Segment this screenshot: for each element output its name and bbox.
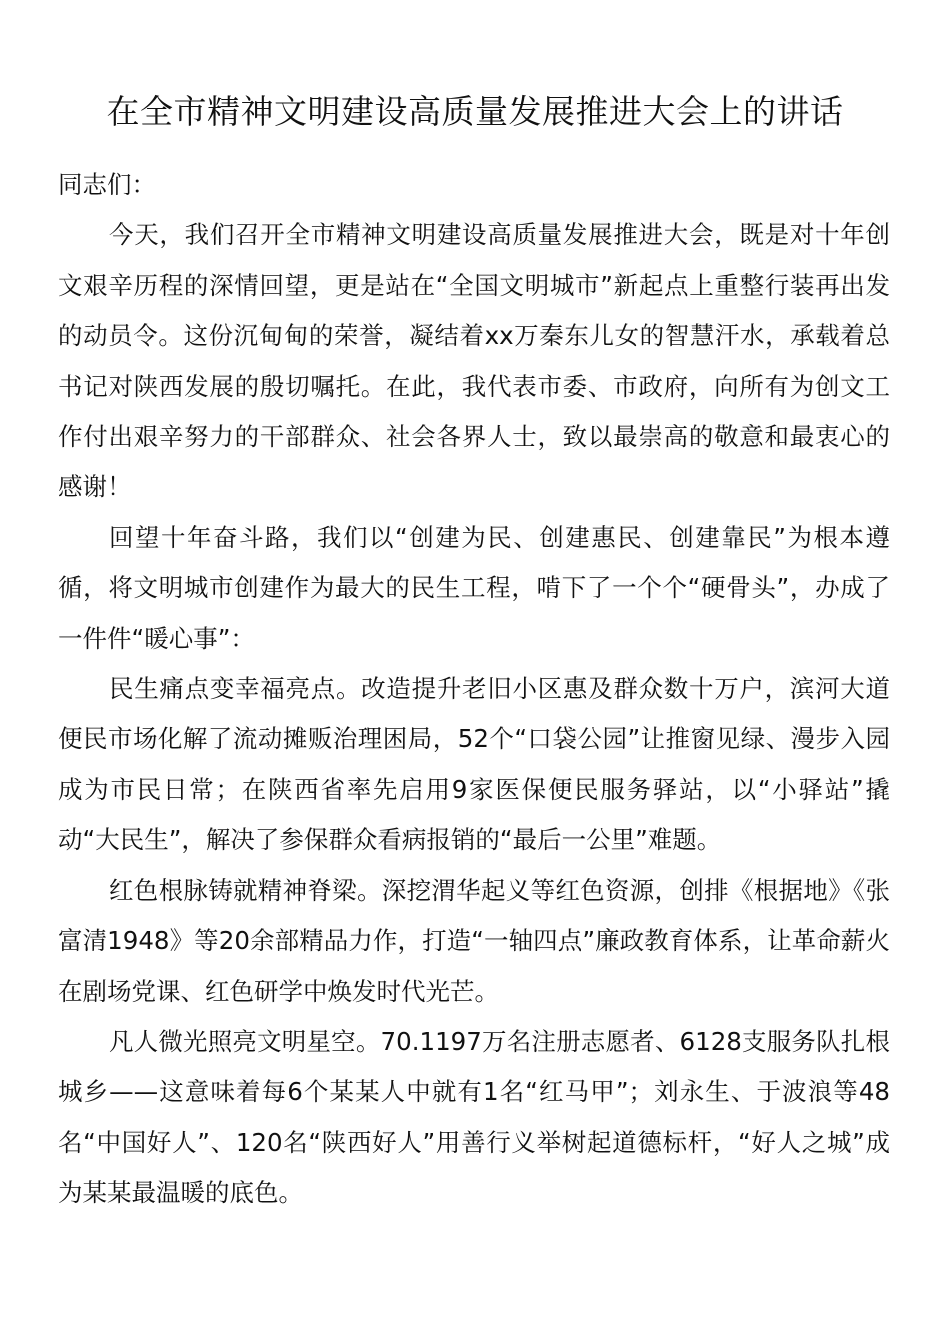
paragraph-opening: 今天，我们召开全市精神文明建设高质量发展推进大会，既是对十年创文艰辛历程的深情回望，更是站在“全国文明城市”新起点上重整行装再出发的动员令。这份沉甸甸的荣誉，凝结着xx万秦东儿女的智慧汗水，承载着总书记对陕西发展的殷切嘱托。在此，我代表市委、市政府，向所有为创文工作付出艰辛努力的干部群众、社会各界人士，致以最崇高的敬意和最衷心的感谢！ [58,220,890,502]
salutation: 同志们： [58,170,156,199]
paragraph-volunteers: 凡人微光照亮文明星空。70.1197万名注册志愿者、6128支服务队扎根城乡——这意味着每6个某某人中就有1名“红马甲”；刘永生、于波浪等48名“中国好人”、120名“陕西好人”用善行义举树起道德标杆，“好人之城”成为某某最温暖的底色。 [58,1026,890,1208]
document-title: 在全市精神文明建设高质量发展推进大会上的讲话 [106,92,844,132]
paragraph-livelihood: 民生痛点变幸福亮点。改造提升老旧小区惠及群众数十万户，滨河大道便民市场化解了流动摊贩治理困局，52个“口袋公园”让推窗见绿、漫步入园成为市民日常；在陕西省率先启用9家医保便民服务驿站，以“小驿站”撬动“大民生”，解决了参保群众看病报销的“最后一公里”难题。 [58,674,890,855]
paragraph-red-heritage: 红色根脉铸就精神脊梁。深挖渭华起义等红色资源，创排《根据地》《张富清1948》等20余部精品力作，打造“一轴四点”廉政教育体系，让革命薪火在剧场党课、红色研学中焕发时代光芒。 [58,875,890,1006]
document-body [58,160,890,1219]
paragraph-review: 回望十年奋斗路，我们以“创建为民、创建惠民、创建靠民”为根本遵循，将文明城市创建作为最大的民生工程，啃下了一个个“硬骨头”，办成了一件件“暖心事”： [58,522,890,653]
